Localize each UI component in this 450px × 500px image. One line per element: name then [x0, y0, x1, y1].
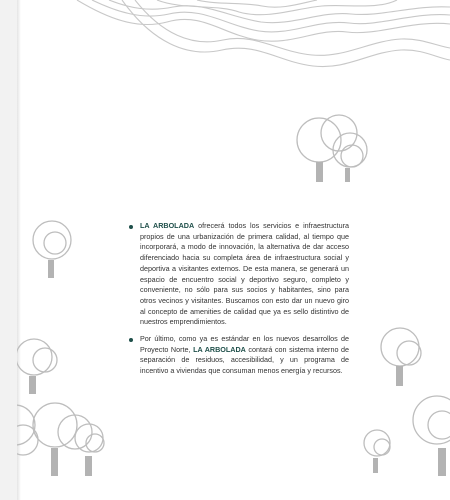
brand-name: LA ARBOLADA: [193, 344, 246, 354]
tree-right-middle: [381, 328, 421, 386]
bullet-icon: [129, 338, 133, 342]
body-text: [129, 221, 349, 383]
topographic-lines: [77, 0, 450, 67]
paragraph-text-after: contará con sistema interno de separación de residuos, accesibilidad, y un programa de incentivo a viviendas que consuman menos energía y recursos.: [140, 344, 350, 376]
bullet-icon: [129, 225, 133, 229]
tree-left-lower: [17, 339, 57, 394]
brand-name: LA ARBOLADA: [140, 221, 195, 230]
paragraph-text: ofrecerá todos los servicios e infraestructura propios de una urbanización de primera calidad, al tiempo que incorporará, a modo de innovación, la alternativa de dar acceso diferenciado hacia su completa área de infraestructura social y deportiva a visitantes externos. De esta manera, se generará un espacio de encuentro social y deportivo seguro, completo y conveniente, no sólo para sus socios y habitantes, sino para otros vecinos y visitantes. Buscamos con esto dar un nuevo giro al concepto de amenities de calidad que ya es sello distintivo de nuestros emprendimientos.: [140, 221, 350, 327]
paragraph-sustainability: [129, 334, 349, 377]
brochure-page: [17, 0, 450, 500]
paragraph-services: [129, 221, 349, 328]
tree-left-middle: [33, 221, 71, 278]
tree-upper-right: [297, 115, 367, 182]
tree-group-bottom-right: [364, 396, 450, 476]
paragraph-text-before: Por último, como ya es estándar en los nuevos desarrollos de Proyecto Norte,: [140, 334, 349, 354]
tree-group-bottom-left: [17, 403, 104, 476]
